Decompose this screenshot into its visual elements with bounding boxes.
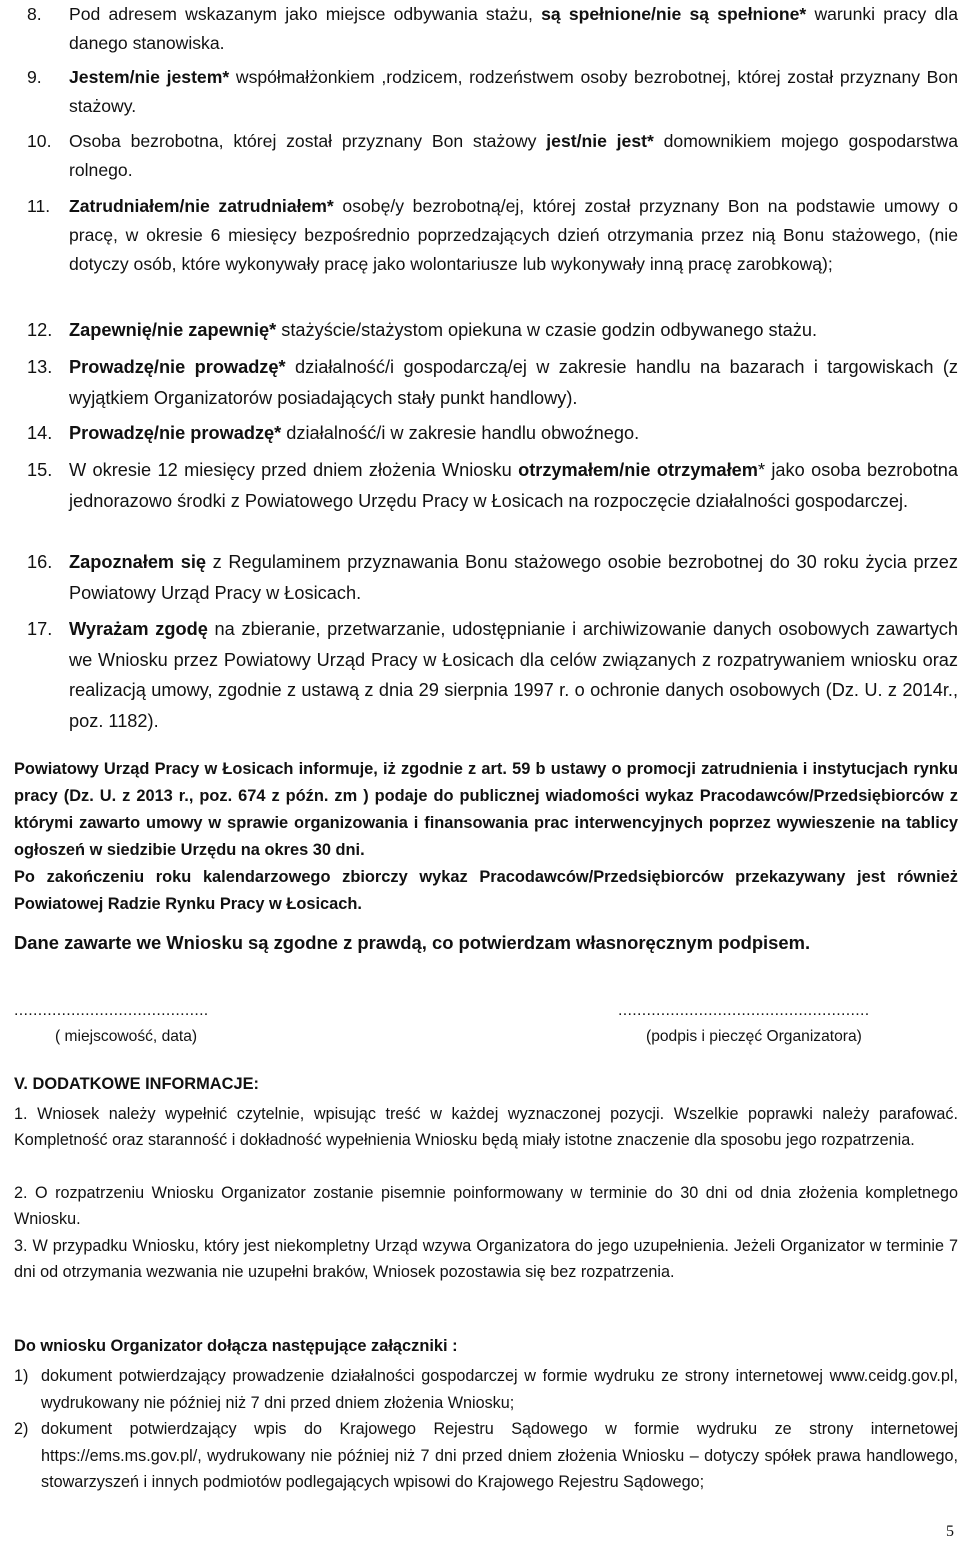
section-v-title: V. DODATKOWE INFORMACJE: bbox=[14, 1075, 259, 1093]
text-run: z Regulaminem przyznawania Bonu stażowego osobie bezrobotnej do 30 roku życia przez Powiatowy Urząd Pracy w Łosicach. bbox=[69, 552, 958, 603]
place-date-line: ......................................... bbox=[14, 1002, 209, 1019]
info-paragraph-2: 2. O rozpatrzeniu Wniosku Organizator zostanie pisemnie poinformowany w terminie do 30 dni od dnia złożenia kompletnego Wniosku. bbox=[14, 1184, 958, 1229]
info-paragraph-3: 3. W przypadku Wniosku, który jest niekompletny Urząd wzywa Organizatora do jego uzupełnienia. Jeżeli Organizator w terminie 7 dni od otrzymania wezwania nie uzupełni braków, Wniosek pozostawia się bez rozpatrzenia. bbox=[14, 1237, 958, 1282]
declaration-item-8 bbox=[0, 0, 958, 58]
item-number: 12. bbox=[27, 320, 53, 340]
declaration-item-15 bbox=[0, 455, 958, 516]
item-text bbox=[69, 352, 958, 413]
declaration-item-9 bbox=[0, 63, 958, 121]
declaration-item-14 bbox=[0, 418, 958, 449]
declaration-item-12 bbox=[0, 315, 958, 346]
office-notice bbox=[14, 756, 958, 918]
item-number: 9. bbox=[27, 67, 42, 87]
emphasized-text: otrzymałem/nie otrzymałem bbox=[518, 460, 758, 480]
text-run: W okresie 12 miesięcy przed dniem złożenia Wniosku bbox=[69, 460, 519, 480]
declaration-item-10 bbox=[0, 127, 958, 185]
attachment-item-1 bbox=[14, 1363, 958, 1416]
attachments-title: Do wniosku Organizator dołącza następujące załączniki : bbox=[14, 1337, 458, 1355]
item-number: 11. bbox=[27, 196, 51, 216]
item-text bbox=[69, 418, 958, 449]
item-text bbox=[69, 315, 958, 346]
text-run: domownikiem mojego gospodarstwa rolnego. bbox=[69, 131, 958, 180]
item-text bbox=[69, 192, 958, 279]
text-run: osobę/y bezrobotną/ej, której został przyznany Bon na podstawie umowy o pracę, w okresie 6 miesięcy bezpośrednio poprzedzających dzień otrzymania przez nią Bonu stażowego, (nie dotyczy osób, które wykonywały pracę jako wolontariusze lub wykonywały inną pracę zarobkową); bbox=[69, 196, 958, 274]
item-text bbox=[69, 0, 958, 58]
emphasized-text: są spełnione/nie są spełnione* bbox=[541, 4, 807, 24]
emphasized-text: Prowadzę/nie prowadzę* bbox=[69, 423, 282, 443]
attachment-text: dokument potwierdzający prowadzenie działalności gospodarczej w formie wydruku ze strony internetowej www.ceidg.gov.pl, wydrukowany nie później niż 7 dni przed dniem złożenia Wniosku; bbox=[41, 1367, 958, 1412]
attachment-number: 2) bbox=[14, 1420, 29, 1438]
text-run: działalność/i gospodarczą/ej w zakresie handlu na bazarach i targowiskach (z wyjątkiem Organizatorów posiadających stały punkt handlowy). bbox=[69, 357, 958, 408]
text-run: na zbieranie, przetwarzanie, udostępnianie i archiwizowanie danych osobowych zawartych we Wniosku przez Powiatowy Urząd Pracy w Łosicach dla celów związanych z rozpatrywaniem wniosku oraz realizacją umowy, zgodnie z ustawą z dnia 29 sierpnia 1997 r. o ochronie danych osobowych (Dz. U. z 2014r., poz. 1182). bbox=[69, 619, 958, 731]
item-text bbox=[69, 127, 958, 185]
attachment-text: dokument potwierdzający wpis do Krajowego Rejestru Sądowego w formie wydruku ze strony internetowej https://ems.ms.gov.pl/, wydrukowany nie później niż 7 dni przed dniem złożenia Wniosku – dotyczy spółek prawa handlowego, stowarzyszeń i innych podmiotów podlegających wpisowi do Krajowego Rejestru Sądowego; bbox=[41, 1420, 958, 1492]
declaration-item-11 bbox=[0, 192, 958, 279]
declaration-item-16 bbox=[0, 547, 958, 608]
item-number: 13. bbox=[27, 357, 53, 377]
item-text bbox=[69, 455, 958, 516]
emphasized-text: jest/nie jest* bbox=[546, 131, 654, 151]
item-number: 10. bbox=[27, 131, 52, 151]
text-run: stażyście/stażystom opiekuna w czasie godzin odbywanego stażu. bbox=[276, 320, 818, 340]
text-run: * jako osoba bezrobotna jednorazowo środki z Powiatowego Urzędu Pracy w Łosicach na rozpoczęcie działalności gospodarczej. bbox=[69, 460, 958, 511]
emphasized-text: Wyrażam zgodę bbox=[69, 619, 208, 639]
item-number: 15. bbox=[27, 460, 53, 480]
signature-label: (podpis i pieczęć Organizatora) bbox=[646, 1028, 862, 1045]
notice-paragraph-2: Po zakończeniu roku kalendarzowego zbiorczy wykaz Pracodawców/Przedsiębiorców przekazywany jest również Powiatowej Radzie Rynku Pracy w Łosicach. bbox=[14, 868, 958, 913]
item-text bbox=[69, 547, 958, 608]
text-run: Pod adresem wskazanym jako miejsce odbywania stażu, bbox=[69, 4, 542, 24]
text-run: współmałżonkiem ,rodzicem, rodzeństwem osoby bezrobotnej, której został przyznany Bon stażowy. bbox=[69, 67, 958, 116]
closing-statement: Dane zawarte we Wniosku są zgodne z prawdą, co potwierdzam własnoręcznym podpisem. bbox=[14, 932, 811, 953]
notice-paragraph-1: Powiatowy Urząd Pracy w Łosicach informuje, iż zgodnie z art. 59 b ustawy o promocji zatrudnienia i instytucjach rynku pracy (Dz. U. z 2013 r., poz. 674 z późn. zm ) podaje do publicznej wiadomości wykaz Pracodawców/Przedsiębiorców z którymi zawarto umowy w sprawie organizowania i finansowania prac interwencyjnych poprzez wywieszenie na tablicy ogłoszeń w siedzibie Urzędu na okres 30 dni. bbox=[14, 760, 958, 859]
text-run: warunki pracy dla danego stanowiska. bbox=[69, 4, 958, 53]
emphasized-text: Zapewnię/nie zapewnię* bbox=[69, 320, 277, 340]
attachment-number: 1) bbox=[14, 1367, 29, 1385]
info-paragraph-1: 1. Wniosek należy wypełnić czytelnie, wpisując treść w każdej wyznaczonej pozycji. Wszelkie poprawki należy parafować. Kompletność oraz staranność i dokładność wypełnienia Wniosku będą miały istotne znaczenie dla sposobu jego rozpatrzenia. bbox=[14, 1105, 958, 1150]
item-number: 17. bbox=[27, 619, 53, 639]
item-number: 8. bbox=[27, 4, 42, 24]
page-number: 5 bbox=[946, 1523, 954, 1540]
place-date-label: ( miejscowość, data) bbox=[55, 1028, 198, 1045]
item-number: 14. bbox=[27, 423, 53, 443]
item-number: 16. bbox=[27, 552, 53, 572]
item-text bbox=[69, 614, 958, 736]
attachment-item-2 bbox=[14, 1416, 958, 1496]
text-run: Osoba bezrobotna, której został przyznany Bon stażowy bbox=[69, 131, 547, 151]
emphasized-text: Jestem/nie jestem* bbox=[69, 67, 230, 87]
emphasized-text: Zapoznałem się bbox=[69, 552, 207, 572]
text-run: działalność/i w zakresie handlu obwoźnego. bbox=[281, 423, 640, 443]
declaration-item-17 bbox=[0, 614, 958, 736]
declaration-item-13 bbox=[0, 352, 958, 413]
item-text bbox=[69, 63, 958, 121]
emphasized-text: Prowadzę/nie prowadzę* bbox=[69, 357, 286, 377]
signature-line: ..................................................... bbox=[618, 1002, 870, 1019]
emphasized-text: Zatrudniałem/nie zatrudniałem* bbox=[69, 196, 334, 216]
